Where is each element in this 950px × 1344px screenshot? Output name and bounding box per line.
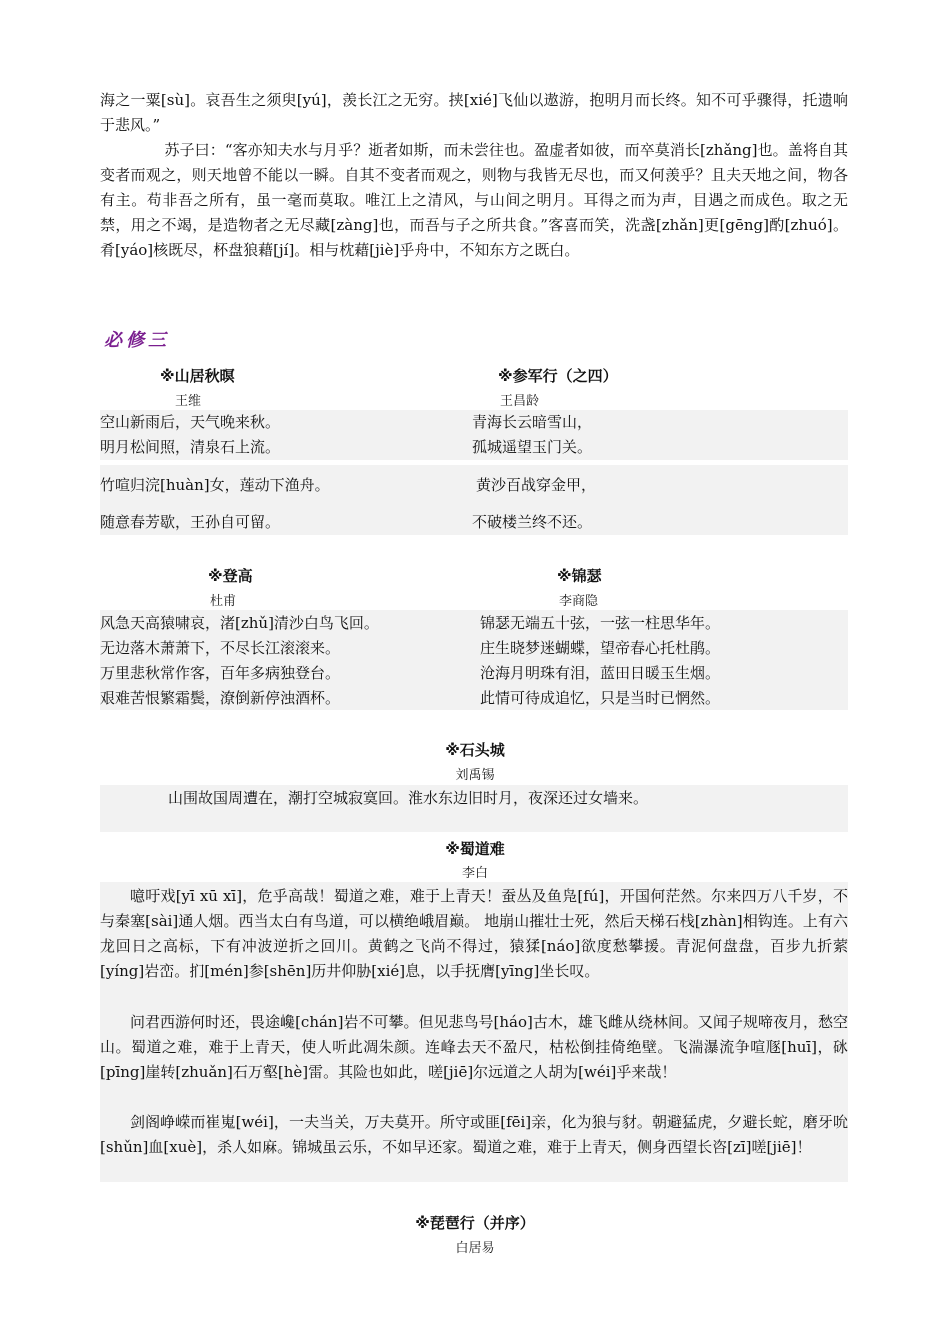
poem-author: 李白 xyxy=(461,866,488,881)
poem-author: 白居易 xyxy=(455,1241,495,1256)
poem-line: 此情可待成追忆，只是当时已惘然。 xyxy=(480,689,721,707)
poem-line: 青海长云暗雪山， xyxy=(472,413,593,431)
prose-paragraph: 苏子曰：“客亦知夫水与月乎？逝者如斯，而未尝往也。盈虚者如彼，而卒莫消长[zhǎng]也。盖将自其变者而观之，则天地曾不能以一瞬。自其不变者而观之，则物与我皆无尽也，而又何羡乎？且夫天地之间，物各有主。苟非吾之所有，虽一毫而莫取。唯江上之清风，与山间之明月。耳得之而为声，目遇之而成色。取之无禁，用之不竭，是造物者之无尽藏[zàng]也，而吾与子之所共食。”客喜而笑，洗盏[zhǎn]更[gēng]酌[zhuó]。肴[yáo]核既尽，杯盘狼藉[jí]。相与枕藉[jiè]乎舟中，不知东方之既白。 xyxy=(100,141,848,259)
poem-line: 孤城遥望玉门关。 xyxy=(472,438,593,456)
poem-title: ※琵琶行（并序） xyxy=(415,1214,535,1232)
poem-line: 万里悲秋常作客，百年多病独登台。 xyxy=(100,664,341,682)
poem-line: 风急天高猿啸哀，渚[zhǔ]清沙白鸟飞回。 xyxy=(100,614,379,632)
poem-line: 明月松间照，清泉石上流。 xyxy=(100,438,281,456)
prose-paragraph: 海之一粟[sù]。哀吾生之须臾[yú]，羡长江之无穷。挟[xié]飞仙以遨游，抱明月而长终。知不可乎骤得，托遗响于悲风。” xyxy=(100,91,848,134)
poem-line: 空山新雨后，天气晚来秋。 xyxy=(100,413,281,431)
poem-author: 王维 xyxy=(175,394,202,409)
poem-line: 庄生晓梦迷蝴蝶，望帝春心托杜鹃。 xyxy=(480,639,721,657)
poem-paragraph: 噫吁戏[yī xū xī]，危乎高哉！蜀道之难，难于上青天！蚕丛及鱼凫[fú]，开国何茫然。尔来四万八千岁，不与秦塞[sài]通人烟。西当太白有鸟道，可以横绝峨眉巅。 地崩山摧壮士死，然后天梯石栈[zhàn]相钩连。上有六龙回日之高标，下有冲波逆折之回川。黄鹤之飞尚不得过，猿猱[náo]欲度愁攀援。青泥何盘盘，百步九折萦[yíng]岩峦。扪[mén]参[shēn]历井仰胁[xié]息，以手抚膺[yīng]坐长叹。 xyxy=(100,887,848,980)
poem-line: 随意春芳歇，王孙自可留。 xyxy=(100,513,281,531)
poem-text: 山围故国周遭在，潮打空城寂寞回。淮水东边旧时月，夜深还过女墙来。 xyxy=(168,789,649,807)
poem-line: 黄沙百战穿金甲， xyxy=(476,476,597,494)
poem-author: 李商隐 xyxy=(559,594,599,609)
poem-paragraph: 剑阁峥嵘而崔嵬[wéi]，一夫当关，万夫莫开。所守或匪[fēi]亲，化为狼与豺。朝避猛虎，夕避长蛇，磨牙吮[shǔn]血[xuè]，杀人如麻。锦城虽云乐，不如早还家。蜀道之难，难于上青天，侧身西望长咨[zī]嗟[jiē]！ xyxy=(100,1113,848,1156)
poem-paragraph: 问君西游何时还，畏途巉[chán]岩不可攀。但见悲鸟号[háo]古木，雄飞雌从绕林间。又闻子规啼夜月，愁空山。蜀道之难，难于上青天，使人听此凋朱颜。连峰去天不盈尺，枯松倒挂倚绝壁。飞湍瀑流争喧豗[huī]，砯[pīng]崖转[zhuǎn]石万壑[hè]雷。其险也如此，嗟[jiē]尔远道之人胡为[wéi]乎来哉！ xyxy=(100,1013,848,1081)
poem-line: 竹喧归浣[huàn]女，莲动下渔舟。 xyxy=(100,476,330,494)
poem-title: ※石头城 xyxy=(445,741,505,759)
section-title: 必修三 xyxy=(104,330,170,351)
poem-author: 杜甫 xyxy=(210,594,237,609)
poem-title: ※蜀道难 xyxy=(445,840,505,858)
poem-line: 无边落木萧萧下，不尽长江滚滚来。 xyxy=(100,639,341,657)
poem-author: 王昌龄 xyxy=(500,394,540,409)
poem-title: ※参军行（之四） xyxy=(498,367,618,385)
poem-line: 不破楼兰终不还。 xyxy=(472,513,593,531)
poem-title: ※锦瑟 xyxy=(557,567,602,585)
poem-line: 锦瑟无端五十弦，一弦一柱思华年。 xyxy=(480,614,721,632)
poem-line: 沧海月明珠有泪，蓝田日暖玉生烟。 xyxy=(480,664,721,682)
poem-author: 刘禹锡 xyxy=(455,768,495,783)
poem-title: ※登高 xyxy=(208,567,253,585)
poem-title: ※山居秋暝 xyxy=(160,367,235,385)
poem-line: 艰难苦恨繁霜鬓，潦倒新停浊酒杯。 xyxy=(100,689,341,707)
